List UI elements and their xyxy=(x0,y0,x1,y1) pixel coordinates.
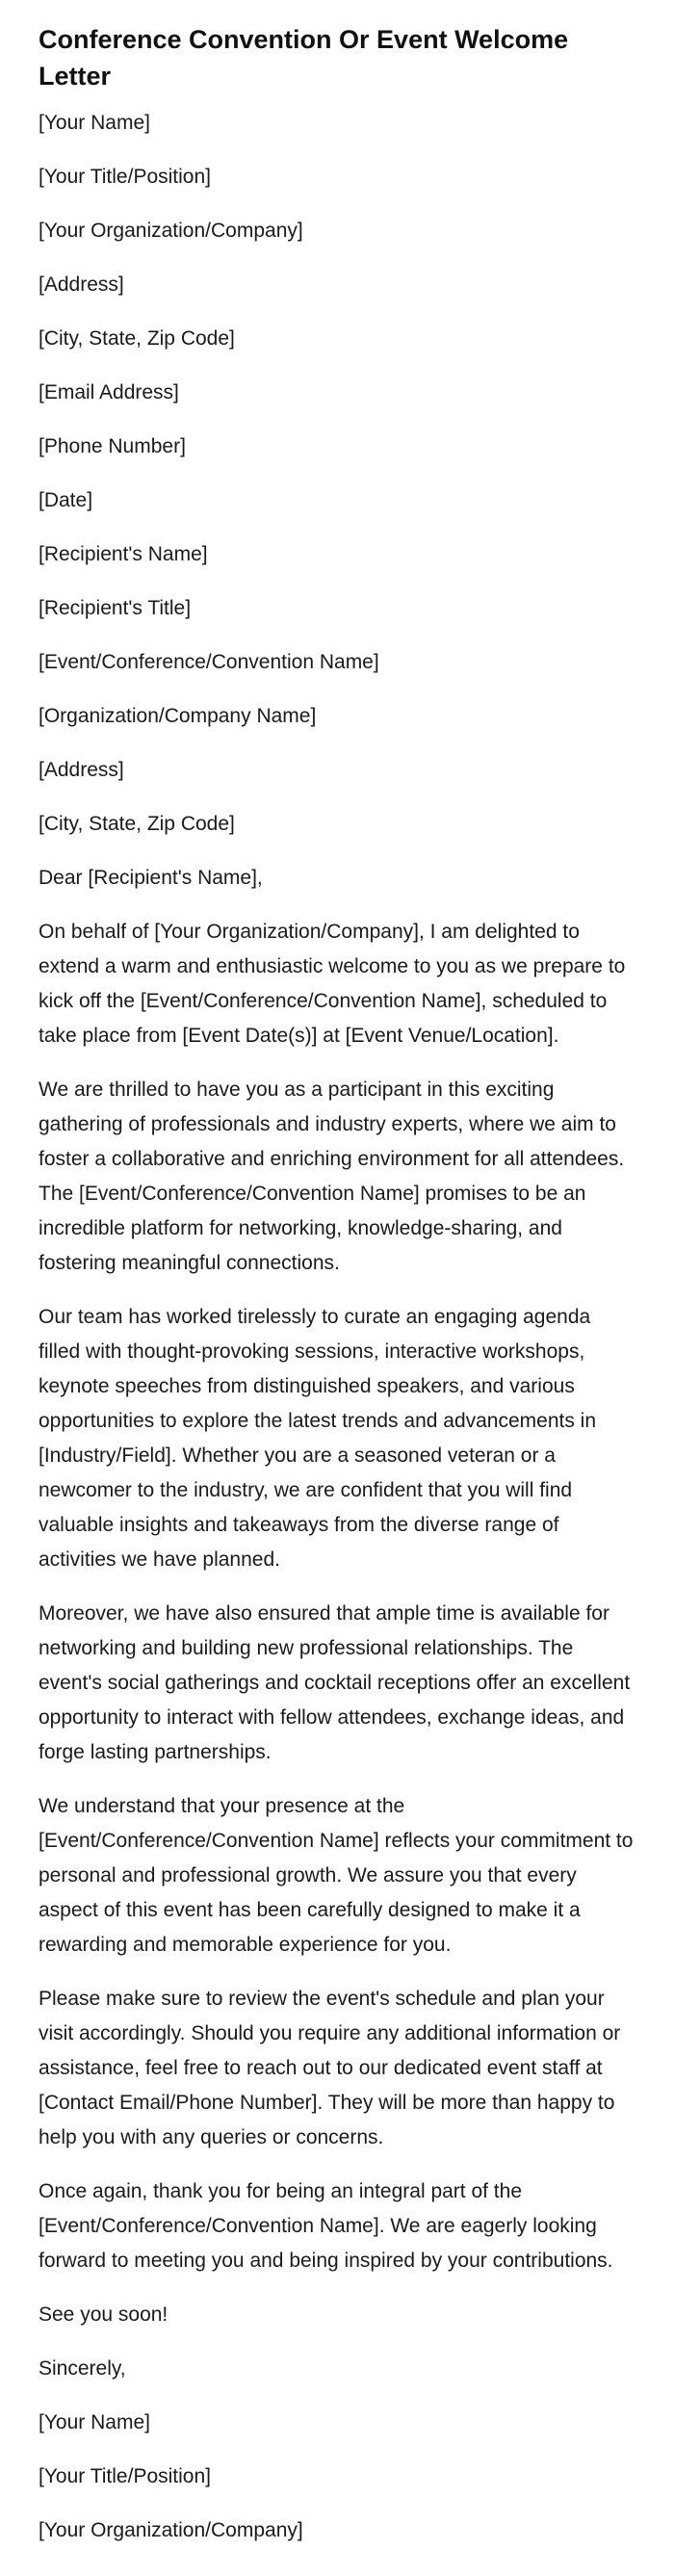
document-title: Conference Convention Or Event Welcome Letter xyxy=(39,25,569,91)
sender-city-state-zip: [City, State, Zip Code] xyxy=(39,327,235,350)
body-paragraph: Moreover, we have also ensured that ample time is available for networking and building new professional relationships. The event's social gatherings and cocktail receptions offer an excellent opportunity to interact with fellow attendees, exchange ideas, and forge lasting partnerships. xyxy=(39,1602,631,1763)
sender-organization: [Your Organization/Company] xyxy=(39,220,303,242)
recipient-title: [Recipient's Title] xyxy=(39,597,192,619)
signature-organization: [Your Organization/Company] xyxy=(39,2519,303,2541)
closing: Sincerely, xyxy=(39,2357,126,2380)
recipient-name: [Recipient's Name] xyxy=(39,543,208,565)
letter-date: [Date] xyxy=(39,489,93,511)
sender-title: [Your Title/Position] xyxy=(39,166,211,188)
sender-email: [Email Address] xyxy=(39,381,179,403)
recipient-city-state-zip: [City, State, Zip Code] xyxy=(39,813,235,835)
recipient-address: [Address] xyxy=(39,759,124,781)
body-paragraph: Please make sure to review the event's schedule and plan your visit accordingly. Should you require any additional information or assistance, feel free to reach out to our dedicated event staff at [Contact Email/Phone Number]. They will be more than happy to help you with any queries or concerns. xyxy=(39,1988,621,2148)
salutation: Dear [Recipient's Name], xyxy=(39,867,263,889)
sender-phone: [Phone Number] xyxy=(39,435,186,457)
signature-title: [Your Title/Position] xyxy=(39,2465,211,2487)
signature-name: [Your Name] xyxy=(39,2411,150,2433)
body-paragraph: We are thrilled to have you as a participant in this exciting gathering of professionals and industry experts, where we aim to foster a collaborative and enriching environment for all attendees. The [Event/Conference/Convention Name] promises to be an incredible platform for networking, knowledge-sharing, and fostering meaningful connections. xyxy=(39,1079,625,1274)
farewell: See you soon! xyxy=(39,2303,168,2326)
sender-address: [Address] xyxy=(39,273,124,296)
sender-name: [Your Name] xyxy=(39,112,150,134)
body-paragraph: On behalf of [Your Organization/Company], I am delighted to extend a warm and enthusiastic welcome to you as we prepare to kick off the [Event/Conference/Convention Name], scheduled to take place from [Event Date(s)] at [Event Venue/Location]. xyxy=(39,921,626,1047)
recipient-event: [Event/Conference/Convention Name] xyxy=(39,651,379,673)
sender-block xyxy=(39,106,635,464)
letter-document xyxy=(39,21,635,2567)
body-paragraph: We understand that your presence at the [Event/Conference/Convention Name] reflects your commitment to personal and professional growth. We assure you that every aspect of this event has been carefully designed to make it a rewarding and memorable experience for you. xyxy=(39,1795,634,1956)
body-paragraph: Our team has worked tirelessly to curate an engaging agenda filled with thought-provoking sessions, interactive workshops, keynote speeches from distinguished speakers, and various opportunities to explore the latest trends and advancements in [Industry/Field]. Whether you are a seasoned veteran or a newcomer to the industry, we are confident that you will find valuable insights and takeaways from the diverse range of activities we have planned. xyxy=(39,1306,597,1571)
letter-body xyxy=(39,915,635,2278)
recipient-block xyxy=(39,537,635,842)
recipient-organization: [Organization/Company Name] xyxy=(39,705,317,727)
signature-block xyxy=(39,2406,635,2548)
body-paragraph: Once again, thank you for being an integral part of the [Event/Conference/Convention Name]. We are eagerly looking forward to meeting you and being inspired by your contributions. xyxy=(39,2180,613,2272)
